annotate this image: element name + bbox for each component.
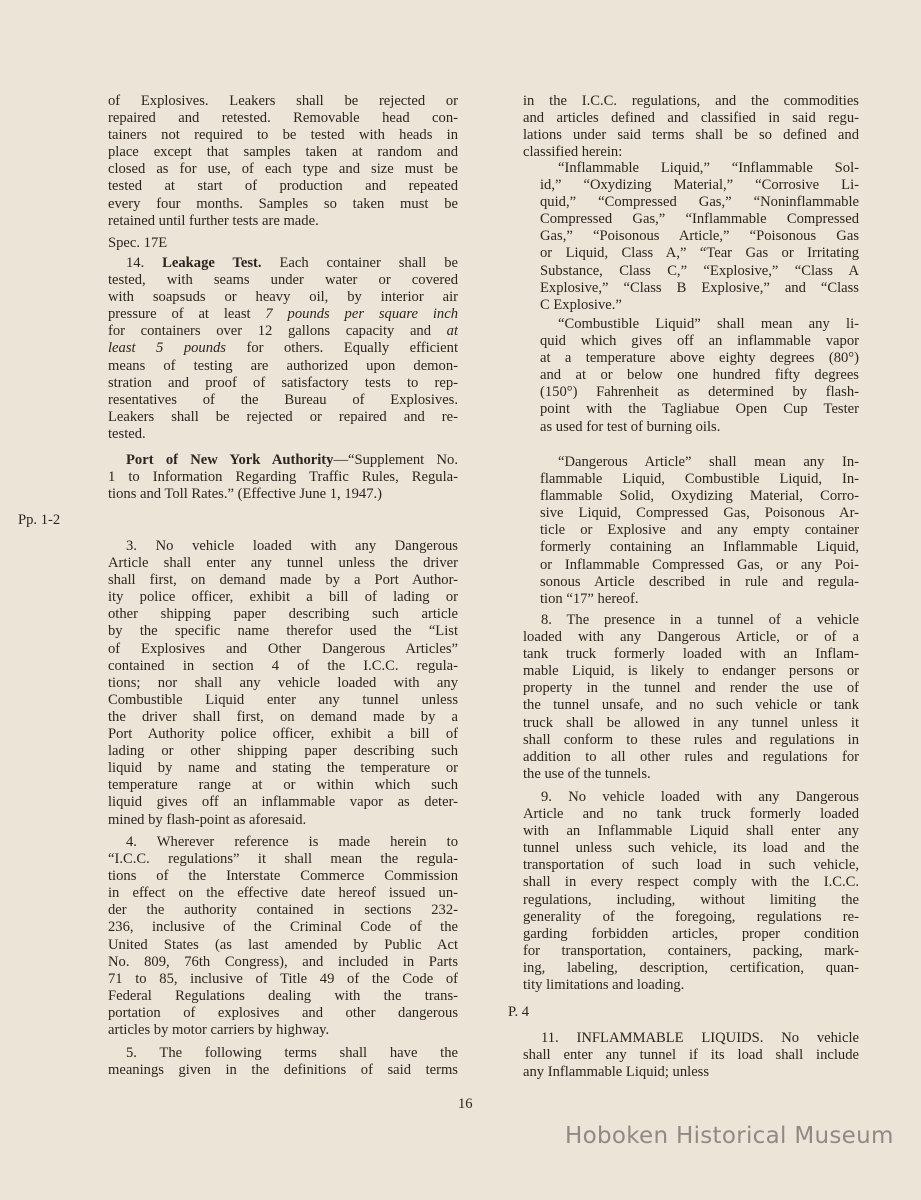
text-line: 11. INFLAMMABLE LIQUIDS. No vehicle xyxy=(541,1030,859,1046)
text-line: shall first, on demand made by a Port Author- xyxy=(108,572,458,589)
text-line: tested. xyxy=(108,425,146,442)
paragraph xyxy=(508,1004,608,1021)
italic-text: least 5 pounds xyxy=(108,340,226,357)
text-line: any Inflammable Liquid; unless xyxy=(523,1064,710,1081)
italic-text: at xyxy=(446,323,458,340)
paragraph xyxy=(540,454,859,608)
bold-text: Port of New York Authority xyxy=(126,452,334,468)
text-line: classified herein: xyxy=(523,144,623,161)
text-line: tainers not required to be tested with heads in xyxy=(108,127,458,144)
text-line: tions; nor shall any vehicle loaded with any xyxy=(108,674,458,691)
text-line: 5. The following terms shall have the xyxy=(126,1045,458,1061)
text-line: and articles defined and classified in said regu- xyxy=(523,110,859,127)
text-line: Port Authority police officer, exhibit a bill of xyxy=(108,726,458,743)
text-line xyxy=(108,255,458,272)
text-line: stration and proof of satisfactory tests to rep- xyxy=(108,374,458,391)
text-line: at a temperature above eighty degrees (80°) xyxy=(540,350,859,367)
text-line: flammable Solid, Oxydizing Material, Corro- xyxy=(540,488,859,505)
text-line: retained until further tests are made. xyxy=(108,212,319,229)
text-span: for containers over 12 gallons capacity and xyxy=(108,323,447,340)
text-line: tions of the Interstate Commerce Commission xyxy=(108,868,458,885)
text-line: United States (as last amended by Public Act xyxy=(108,936,458,953)
text-line: repaired and retested. Removable head con- xyxy=(108,110,458,127)
text-line: formerly containing an Inflammable Liquid, xyxy=(540,539,859,556)
text-line: and at or below one hundred fifty degrees xyxy=(540,367,859,384)
text-span: Each container shall be xyxy=(261,255,458,271)
text-span: pressure of at least xyxy=(108,306,266,323)
text-line: Federal Regulations dealing with the trans- xyxy=(108,987,458,1004)
text-line: articles by motor carriers by highway. xyxy=(108,1022,330,1039)
text-line: mined by flash-point as aforesaid. xyxy=(108,811,307,828)
text-line: of Explosives and Other Dangerous Articles” xyxy=(108,640,458,657)
text-line: liquid gives off an inflammable vapor as deter- xyxy=(108,794,458,811)
text-line: 3. No vehicle loaded with any Dangerous xyxy=(126,538,458,554)
paragraph xyxy=(523,612,859,783)
text-line: Gas,” “Poisonous Article,” “Poisonous Gas xyxy=(540,228,859,245)
text-line: flammable Liquid, Combustible Liquid, In- xyxy=(540,471,859,488)
text-line: “Combustible Liquid” shall mean any li- xyxy=(558,316,859,332)
text-line: place except that samples taken at random and xyxy=(108,144,458,161)
text-line: “I.C.C. regulations” it shall mean the regula- xyxy=(108,851,458,868)
text-line: transportation of such load in such vehicle, xyxy=(523,857,859,874)
text-line: ticle or Explosive and any empty container xyxy=(540,522,859,539)
text-line: mable Liquid, is likely to endanger persons or xyxy=(523,663,859,680)
paragraph xyxy=(108,93,458,230)
text-line: “Dangerous Article” shall mean any In- xyxy=(558,454,859,470)
text-line: tunnel unless such vehicle, its load and the xyxy=(523,840,859,857)
text-line: garding forbidden articles, proper condition xyxy=(523,925,859,942)
text-span: —“Supplement No. xyxy=(333,452,458,468)
page-number: 16 xyxy=(458,1096,473,1112)
text-line: lading or other shipping paper describing such xyxy=(108,743,458,760)
text-line: resentatives of the Bureau of Explosives. xyxy=(108,391,458,408)
italic-text: 7 pounds per square inch xyxy=(265,306,458,323)
text-line: property in the tunnel and render the use of xyxy=(523,680,859,697)
text-line: 1 to Information Regarding Traffic Rules, Regula- xyxy=(108,469,458,486)
text-line: or Inflammable Compressed Gas, or any Poi- xyxy=(540,556,859,573)
text-line: shall enter any tunnel if its load shall include xyxy=(523,1047,859,1064)
text-line: tested, with seams under water or covered xyxy=(108,272,458,289)
paragraph xyxy=(523,1030,859,1081)
text-line: truck shall be allowed in any tunnel unless it xyxy=(523,714,859,731)
text-line: sive Liquid, Compressed Gas, Poisonous Ar- xyxy=(540,505,859,522)
text-line: meanings given in the definitions of said terms xyxy=(108,1062,458,1079)
text-line: Leakers shall be rejected or repaired and re- xyxy=(108,408,458,425)
text-line: contained in section 4 of the I.C.C. regula- xyxy=(108,657,458,674)
museum-watermark: Hoboken Historical Museum xyxy=(565,1123,894,1149)
text-line: loaded with any Dangerous Article, or of a xyxy=(523,629,859,646)
text-line xyxy=(108,323,458,340)
text-line: the use of the tunnels. xyxy=(523,765,651,782)
paragraph xyxy=(108,1045,458,1079)
text-line: quid,” “Compressed Gas,” “Noninflammable xyxy=(540,194,859,211)
text-line: 4. Wherever reference is made herein to xyxy=(126,834,458,850)
text-line xyxy=(108,340,458,357)
paragraph xyxy=(523,789,859,994)
text-line: portation of explosives and other dangerous xyxy=(108,1004,458,1021)
text-line: regulations, including, without limiting the xyxy=(523,891,859,908)
text-line: tested at start of production and repeated xyxy=(108,178,458,195)
text-line: or Liquid, Class A,” “Tear Gas or Irritating xyxy=(540,245,859,262)
text-line: closed as for use, of each type and size must be xyxy=(108,161,458,178)
paragraph xyxy=(540,160,859,314)
text-line: every four months. Samples so taken must be xyxy=(108,195,458,212)
text-line: sonous Article described in rule and regula- xyxy=(540,573,859,590)
text-line: point with the Tagliabue Open Cup Tester xyxy=(540,401,859,418)
text-line: for transportation, containers, packing, mark- xyxy=(523,942,859,959)
paragraph xyxy=(108,255,458,443)
text-line: means of testing are authorized upon demon- xyxy=(108,357,458,374)
text-line: P. 4 xyxy=(508,1004,530,1020)
text-line: shall conform to these rules and regulations in xyxy=(523,731,859,748)
text-line xyxy=(108,452,458,469)
text-line: No. 809, 76th Congress), and included in Parts xyxy=(108,953,458,970)
paragraph xyxy=(108,235,208,252)
text-line: quid which gives off an inflammable vapor xyxy=(540,333,859,350)
text-line: Article shall enter any tunnel unless the driver xyxy=(108,555,458,572)
bold-text: Leakage Test. xyxy=(162,255,262,271)
text-line: the tunnel unsafe, and no such vehicle or tank xyxy=(523,697,859,714)
text-line: Explosive,” “Class B Explosive,” and “Class xyxy=(540,279,859,296)
paragraph xyxy=(540,316,859,436)
text-line: tions and Toll Rates.” (Effective June 1, 1947.) xyxy=(108,486,383,503)
text-line: 71 to 85, inclusive of Title 49 of the Code of xyxy=(108,970,458,987)
paragraph xyxy=(108,834,458,1039)
text-line: C Explosive.” xyxy=(540,296,622,313)
text-line: in effect on the effective date hereof issued un- xyxy=(108,885,458,902)
text-line: temperature range at or within which such xyxy=(108,777,458,794)
text-line: der the authority contained in sections 232- xyxy=(108,902,458,919)
paragraph xyxy=(0,512,100,529)
text-line: lations under said terms shall be so defined and xyxy=(523,127,859,144)
text-line: generality of the foregoing, regulations re- xyxy=(523,908,859,925)
text-line: ity police officer, exhibit a bill of lading or xyxy=(108,589,458,606)
text-line: other shipping paper describing such article xyxy=(108,606,458,623)
text-line: tank truck formerly loaded with an Inflam- xyxy=(523,646,859,663)
text-line: 8. The presence in a tunnel of a vehicle xyxy=(541,612,859,628)
text-line: id,” “Oxydizing Material,” “Corrosive Li- xyxy=(540,177,859,194)
text-line: (150°) Fahrenheit as determined by flash- xyxy=(540,384,859,401)
paragraph xyxy=(108,452,458,503)
text-line: “Inflammable Liquid,” “Inflammable Sol- xyxy=(558,160,859,176)
text-line: as used for test of burning oils. xyxy=(540,418,721,435)
text-line: in the I.C.C. regulations, and the commodities xyxy=(523,93,859,109)
text-line: the driver shall first, on demand made by a xyxy=(108,708,458,725)
text-span: 14. xyxy=(126,255,163,271)
text-line: tion “17” hereof. xyxy=(540,590,639,607)
text-line: with an Inflammable Liquid shall enter any xyxy=(523,823,859,840)
text-line: Substance, Class C,” “Explosive,” “Class A xyxy=(540,262,859,279)
text-line: with soapsuds or heavy oil, by interior air xyxy=(108,289,458,306)
text-line: 236, inclusive of the Criminal Code of the xyxy=(108,919,458,936)
text-span: for others. Equally efficient xyxy=(226,340,458,357)
text-line: 9. No vehicle loaded with any Dangerous xyxy=(541,789,859,805)
text-line: Article and no tank truck formerly loaded xyxy=(523,806,859,823)
text-line: of Explosives. Leakers shall be rejected or xyxy=(108,93,458,109)
text-line: Combustible Liquid enter any tunnel unless xyxy=(108,691,458,708)
text-line: by the specific name therefor used the “List xyxy=(108,623,458,640)
text-line: Compressed Gas,” “Inflammable Compressed xyxy=(540,211,859,228)
paragraph xyxy=(523,93,859,161)
text-line: addition to all other rules and regulations for xyxy=(523,748,859,765)
paragraph xyxy=(108,538,458,829)
text-line: Spec. 17E xyxy=(108,235,168,251)
text-line: shall in every respect comply with the I.C.C. xyxy=(523,874,859,891)
text-line: ing, labeling, description, certification, quan- xyxy=(523,959,859,976)
text-line: tity limitations and loading. xyxy=(523,977,685,994)
text-line: liquid by name and stating the temperature or xyxy=(108,760,458,777)
text-line: Pp. 1-2 xyxy=(18,512,61,528)
text-line xyxy=(108,306,458,323)
